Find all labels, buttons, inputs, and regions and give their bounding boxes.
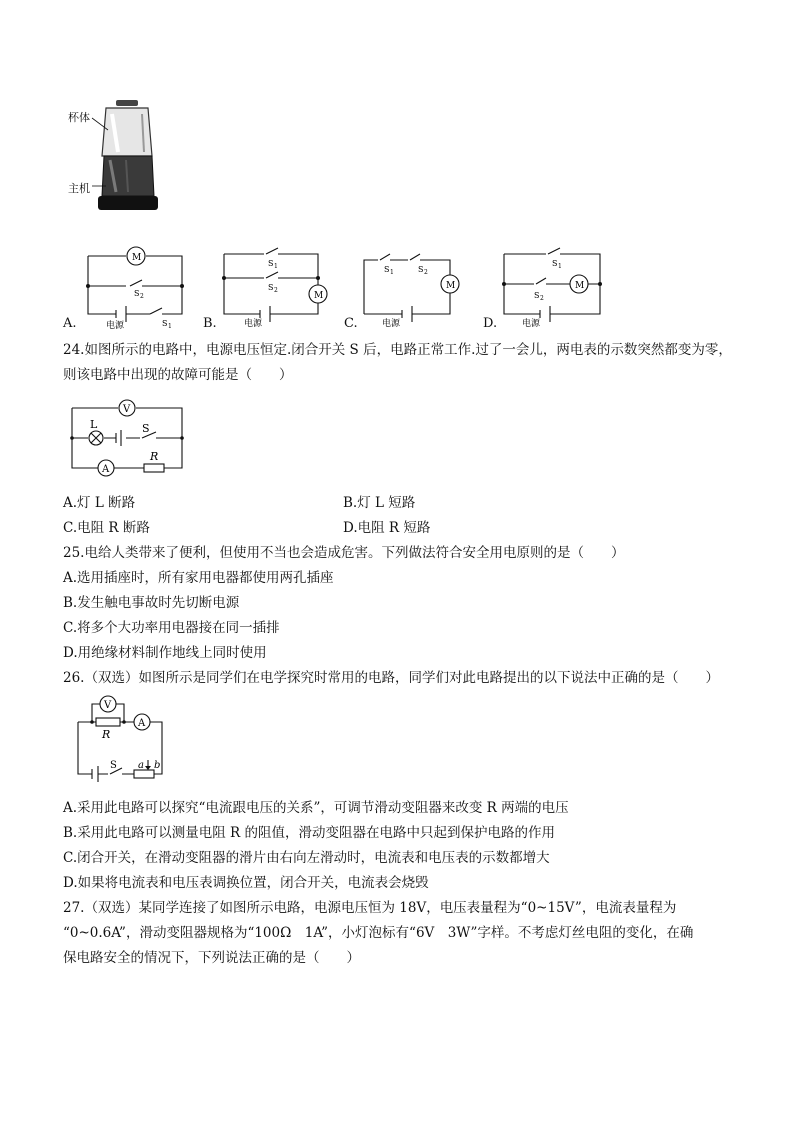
svg-text:S: S <box>142 422 150 435</box>
svg-text:V: V <box>104 700 112 711</box>
q27-stem-line2: “0~0.6A”，滑动变阻器规格为“100Ω 1A”，小灯泡标有“6V 3W”字样。不考虑灯丝电阻的变化，在确 <box>63 925 694 941</box>
svg-text:M: M <box>314 291 324 301</box>
svg-text:电源: 电源 <box>244 319 263 329</box>
q26-option-c: C.闭合开关，在滑动变阻器的滑片由右向左滑动时，电流表和电压表的示数都增大 <box>63 850 550 866</box>
svg-text:2: 2 <box>540 295 544 302</box>
q25-option-c: C.将多个大功率用电器接在同一插排 <box>63 620 280 636</box>
svg-text:1: 1 <box>390 269 394 276</box>
q26-option-b: B.采用此电路可以测量电阻 R 的阻值，滑动变阻器在电路中只起到保护电路的作用 <box>63 825 555 841</box>
svg-text:1: 1 <box>558 263 562 270</box>
q23-option-b-letter: B. <box>203 316 217 331</box>
q23-option-a-letter: A. <box>63 316 77 331</box>
base-label: 主机 <box>68 182 90 195</box>
svg-text:S: S <box>552 259 558 268</box>
q27-stem-line1: 27.（双选）某同学连接了如图所示电路，电源电压恒为 18V，电压表量程为“0~15V”，电流表量程为 <box>63 900 677 916</box>
q23-option-d-letter: D. <box>483 316 498 331</box>
svg-text:A: A <box>138 718 146 729</box>
svg-text:R: R <box>102 728 111 741</box>
q27-stem-line3: 保电路安全的情况下，下列说法正确的是（ ） <box>63 950 360 966</box>
q24-option-b: B.灯 L 短路 <box>343 495 416 511</box>
q25-option-a: A.选用插座时，所有家用电器都使用两孔插座 <box>63 570 334 586</box>
q26-option-a: A.采用此电路可以探究“电流跟电压的关系”，可调节滑动变阻器来改变 R 两端的电压 <box>63 800 569 816</box>
q26-circuit <box>72 694 172 782</box>
svg-text:M: M <box>575 281 585 291</box>
svg-text:电源: 电源 <box>106 321 125 330</box>
svg-text:S: S <box>268 259 274 268</box>
q24-circuit <box>68 396 188 478</box>
q23-option-b-circuit <box>218 240 328 330</box>
svg-text:S: S <box>384 265 390 274</box>
svg-text:电源: 电源 <box>382 319 401 329</box>
cup-label: 杯体 <box>68 111 90 124</box>
svg-text:L: L <box>90 418 98 431</box>
q23-option-c-circuit <box>358 240 468 330</box>
svg-text:M: M <box>446 281 456 291</box>
q25-option-b: B.发生触电事故时先切断电源 <box>63 595 240 611</box>
svg-text:a: a <box>138 760 144 771</box>
svg-text:1: 1 <box>168 323 172 330</box>
svg-text:S: S <box>534 291 540 300</box>
q23-option-d-circuit <box>498 240 608 330</box>
svg-text:A: A <box>102 464 110 475</box>
q24-stem-line2: 则该电路中出现的故障可能是（ ） <box>63 367 293 383</box>
svg-text:V: V <box>123 404 131 415</box>
q24-option-c: C.电阻 R 断路 <box>63 520 150 536</box>
svg-text:b: b <box>154 760 161 771</box>
q24-option-d: D.电阻 R 短路 <box>343 520 431 536</box>
svg-text:R: R <box>150 450 159 463</box>
q26-option-d: D.如果将电流表和电压表调换位置，闭合开关，电流表会烧毁 <box>63 875 429 891</box>
svg-text:2: 2 <box>424 269 428 276</box>
svg-text:S: S <box>134 289 140 298</box>
svg-text:2: 2 <box>274 287 278 294</box>
svg-text:1: 1 <box>274 263 278 270</box>
svg-text:S: S <box>110 760 117 771</box>
svg-text:S: S <box>162 319 168 328</box>
q23-option-a-circuit <box>80 240 190 330</box>
svg-text:S: S <box>268 283 274 292</box>
q25-option-d: D.用绝缘材料制作地线上同时使用 <box>63 645 267 661</box>
q23a-motor: M <box>132 253 142 263</box>
q26-stem: 26.（双选）如图所示是同学们在电学探究时常用的电路，同学们对此电路提出的以下说法中正确的是（ ） <box>63 670 719 686</box>
svg-text:S: S <box>418 265 424 274</box>
svg-text:电源: 电源 <box>522 319 541 329</box>
svg-text:2: 2 <box>140 293 144 300</box>
q23-option-c-letter: C. <box>344 316 358 331</box>
q24-stem-line1: 24.如图所示的电路中，电源电压恒定.闭合开关 S 后，电路正常工作.过了一会儿，两电表的示数突然都变为零， <box>63 342 732 358</box>
q25-stem: 25.电给人类带来了便利，但使用不当也会造成危害。下列做法符合安全用电原则的是（ ） <box>63 545 625 561</box>
q24-option-a: A.灯 L 断路 <box>63 495 136 511</box>
